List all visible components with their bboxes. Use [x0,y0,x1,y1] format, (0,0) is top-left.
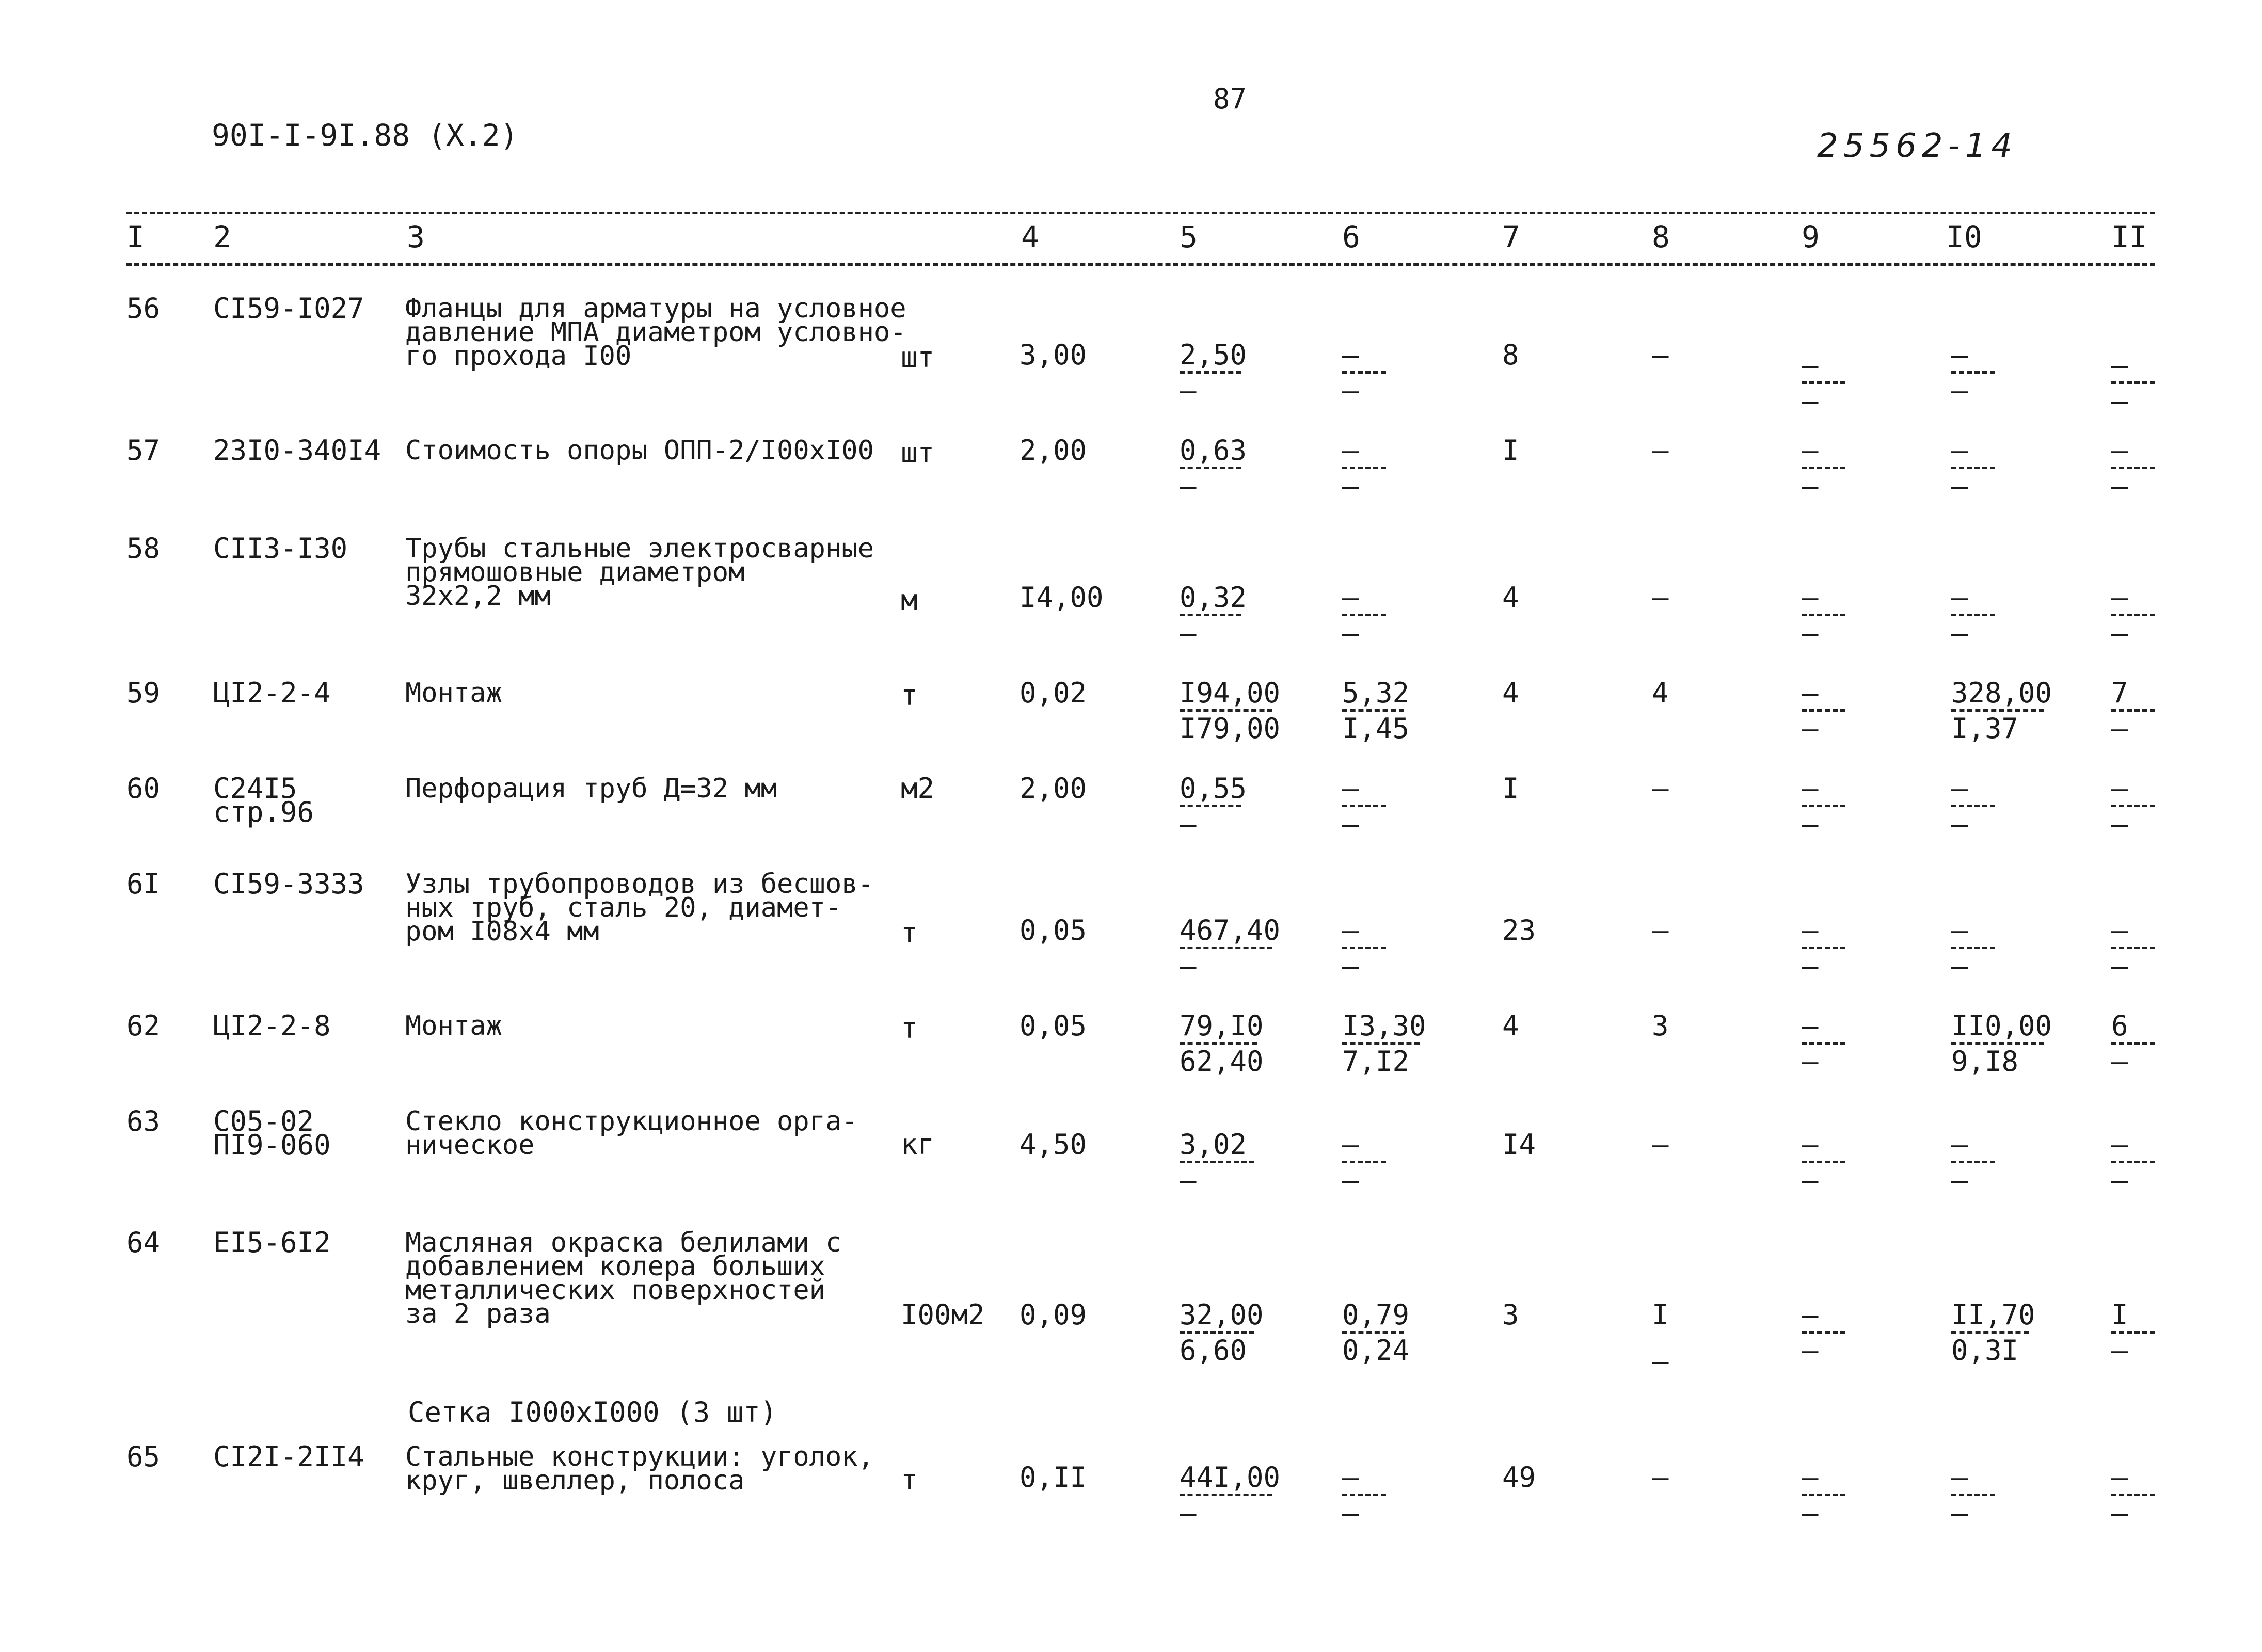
col5-value [1180,914,1281,982]
col10-bottom: – [1951,617,1968,649]
col10-top: – [1951,581,1968,614]
col5-top: I94,00 [1180,677,1281,709]
col11-value [2111,1009,2155,1078]
item-name: Стекло конструкционное орга- ническое [405,1106,858,1161]
col11-bottom: – [2111,1164,2128,1196]
column-header: II [2111,219,2147,254]
col10-top: – [1951,772,1968,805]
price-code: C24I5 стр.96 [213,772,314,828]
col6-top: – [1342,434,1359,467]
col10-top: – [1951,914,1968,947]
item-name: Узлы трубопроводов из бесшов- ных труб, сталь 20, диамет- ром I08x4 мм [405,869,874,947]
col8-value: – [1652,1461,1669,1494]
col9-top: – [1802,434,1819,467]
unit: I00м2 [901,1298,985,1331]
column-header: I [126,219,145,254]
col10-value [1951,581,1995,649]
col9-value [1802,434,1845,502]
col6-value [1342,1009,1426,1078]
item-name: Перфорация труб Д=32 мм [405,773,777,804]
price-code: C05-02 ПI9-060 [213,1105,331,1161]
col5-top: 467,40 [1180,914,1281,947]
col5-bottom: I79,00 [1180,712,1281,745]
col11-bottom: – [2111,808,2128,840]
unit: т [901,1464,918,1496]
col11-value [2111,349,2155,417]
unit: т [901,1012,918,1045]
col9-top: – [1802,914,1819,947]
col6-top: – [1342,581,1359,614]
col9-top: – [1802,1298,1819,1331]
col6-top: – [1342,772,1359,805]
col11-bottom: – [2111,470,2128,502]
col11-bottom: – [2111,950,2128,982]
col11-top: – [2111,434,2128,467]
col11-bottom: – [2111,712,2128,745]
col7-value: 3 [1502,1298,1519,1331]
row-number: 6I [126,868,161,900]
col6-value [1342,1128,1386,1196]
col5-bottom: 62,40 [1180,1045,1264,1078]
col6-bottom: I,45 [1342,712,1410,745]
col9-value [1802,677,1845,745]
col11-bottom: – [2111,1045,2128,1078]
unit: шт [901,437,935,469]
col7-value: 49 [1502,1461,1536,1494]
column-header: 9 [1802,219,1820,254]
col5-top: 32,00 [1180,1298,1264,1331]
col10-value [1951,1461,1995,1529]
col11-value [2111,1461,2155,1529]
column-header: 7 [1502,219,1520,254]
col7-value: 4 [1502,677,1519,709]
col5-top: 0,32 [1180,581,1247,614]
item-name: Масляная окраска белилами с добавлением колера больших металлических поверхностей за 2 раза [405,1227,842,1329]
col10-bottom: – [1951,374,1968,407]
col5-value [1180,1461,1281,1529]
col9-value [1802,914,1845,982]
col5-bottom: – [1180,1497,1197,1529]
column-header: 2 [213,219,231,254]
col11-value [2111,1128,2155,1196]
unit: м2 [901,772,935,805]
page-number: 87 [1213,83,1247,115]
col9-bottom: – [1802,1334,1819,1367]
col7-value: I [1502,772,1519,805]
col9-bottom: – [1802,384,1819,417]
col10-top: 328,00 [1951,677,2052,709]
col10-value [1951,914,1995,982]
col8-value: – [1652,772,1669,805]
col10-top: – [1951,339,1968,371]
col11-top: – [2111,1128,2128,1161]
unit: кг [901,1128,935,1161]
row-number: 56 [126,292,161,325]
column-header: 5 [1180,219,1198,254]
col8-bottom-value: – [1652,1345,1669,1377]
col8-value: – [1652,581,1669,614]
quantity: 2,00 [1020,434,1087,467]
column-header: 3 [407,219,425,254]
col5-top: 79,I0 [1180,1009,1264,1042]
col6-top: I3,30 [1342,1009,1426,1042]
col9-bottom: – [1802,617,1819,649]
col11-value [2111,434,2155,502]
col7-value: 4 [1502,1009,1519,1042]
col10-bottom: – [1951,1164,1968,1196]
col10-bottom: – [1951,808,1968,840]
col11-top: – [2111,581,2128,614]
col6-top: 5,32 [1342,677,1410,709]
row-number: 65 [126,1440,161,1473]
col6-bottom: – [1342,617,1359,649]
col8-value: 4 [1652,677,1669,709]
quantity: 4,50 [1020,1128,1087,1161]
col6-top: – [1342,1128,1359,1161]
unit: м [901,584,918,616]
col5-bottom: – [1180,808,1197,840]
col10-bottom: I,37 [1951,712,2019,745]
col6-value [1342,914,1386,982]
col11-bottom: – [2111,617,2128,649]
col9-value [1802,1461,1845,1529]
col7-value: 23 [1502,914,1536,947]
col8-value: – [1652,339,1669,371]
row-number: 60 [126,772,161,805]
col6-value [1342,1298,1410,1367]
price-code: ЦI2-2-4 [213,677,331,709]
row-number: 62 [126,1009,161,1042]
col6-top: – [1342,914,1359,947]
column-header: I0 [1946,219,1982,254]
price-code: CI2I-2II4 [213,1440,364,1473]
quantity: 0,05 [1020,914,1087,947]
col5-value [1180,339,1247,407]
price-code: CI59-3333 [213,868,364,900]
quantity: 0,09 [1020,1298,1087,1331]
quantity: 0,05 [1020,1009,1087,1042]
col11-top: – [2111,772,2128,805]
col11-bottom: – [2111,1334,2128,1367]
col10-value [1951,677,2052,745]
col5-value [1180,772,1247,840]
col9-bottom: – [1802,808,1819,840]
col10-bottom: – [1951,1497,1968,1529]
col9-value [1802,1298,1845,1367]
col8-value: 3 [1652,1009,1669,1042]
col6-bottom: – [1342,950,1359,982]
col5-value [1180,1298,1264,1367]
quantity: 0,II [1020,1461,1087,1494]
col8-value: – [1652,434,1669,467]
col9-top: – [1802,1009,1819,1042]
header-rule-bottom [126,263,2155,266]
price-code: 23I0-340I4 [213,434,381,467]
col10-value [1951,772,1995,840]
col5-value [1180,1128,1254,1196]
col6-top: 0,79 [1342,1298,1410,1331]
col11-bottom: – [2111,384,2128,417]
unit: т [901,679,918,712]
col9-top: – [1802,1128,1819,1161]
col6-value [1342,677,1410,745]
col5-top: 44I,00 [1180,1461,1281,1494]
col10-bottom: – [1951,950,1968,982]
col9-top: – [1802,677,1819,709]
col11-top: – [2111,914,2128,947]
row-number: 57 [126,434,161,467]
col5-value [1180,677,1281,745]
col5-bottom: – [1180,374,1197,407]
item-name: Фланцы для арматуры на условное давление МПА диаметром условно- го прохода I00 [405,293,906,372]
col11-top: 6 [2111,1009,2128,1042]
col6-value [1342,1461,1386,1529]
col5-bottom: – [1180,617,1197,649]
item-name: Стоимость опоры ОПП-2/I00xI00 [405,435,874,466]
column-header: 4 [1021,219,1039,254]
col10-bottom: 9,I8 [1951,1045,2019,1078]
col6-bottom: – [1342,1164,1359,1196]
col9-top: – [1802,772,1819,805]
col7-value: I [1502,434,1519,467]
col11-value [2111,677,2155,745]
col7-value: I4 [1502,1128,1536,1161]
col9-bottom: – [1802,1045,1819,1078]
col5-top: 2,50 [1180,339,1247,371]
col10-top: – [1951,1128,1968,1161]
col6-value [1342,339,1386,407]
row-number: 64 [126,1226,161,1259]
row-number: 63 [126,1105,161,1137]
quantity: 3,00 [1020,339,1087,371]
col10-value [1951,339,1995,407]
col6-bottom: – [1342,470,1359,502]
col5-bottom: – [1180,470,1197,502]
price-code: CI59-I027 [213,292,364,325]
col6-bottom: 0,24 [1342,1334,1410,1367]
col9-bottom: – [1802,950,1819,982]
quantity: I4,00 [1020,581,1104,614]
document-code: 90I-I-9I.88 (X.2) [212,118,518,153]
col5-value [1180,434,1247,502]
item-name: Монтаж [405,678,502,709]
col9-value [1802,1128,1845,1196]
price-code: ЦI2-2-8 [213,1009,331,1042]
col9-value [1802,581,1845,649]
col7-value: 4 [1502,581,1519,614]
col6-value [1342,581,1386,649]
col10-top: II,70 [1951,1298,2035,1331]
row-number: 58 [126,532,161,565]
price-code: EI5-6I2 [213,1226,331,1259]
col6-value [1342,772,1386,840]
quantity: 2,00 [1020,772,1087,805]
col6-bottom: – [1342,374,1359,407]
col9-value [1802,1009,1845,1078]
item-name: Стальные конструкции: уголок, круг, швеллер, полоса [405,1441,874,1496]
col6-bottom: – [1342,808,1359,840]
col9-bottom: – [1802,712,1819,745]
col10-value [1951,1128,1995,1196]
col10-value [1951,1298,2035,1367]
col8-value: I [1652,1298,1669,1331]
quantity: 0,02 [1020,677,1087,709]
col11-bottom: – [2111,1497,2128,1529]
col9-top: – [1802,349,1819,381]
col5-top: 0,55 [1180,772,1247,805]
col10-bottom: 0,3I [1951,1334,2019,1367]
col5-bottom: – [1180,1164,1197,1196]
column-header: 6 [1342,219,1360,254]
col5-top: 3,02 [1180,1128,1247,1161]
column-header: 8 [1652,219,1670,254]
col11-top: – [2111,1461,2128,1494]
col8-value: – [1652,914,1669,947]
col11-top: 7 [2111,677,2128,709]
unit: т [901,917,918,949]
col6-top: – [1342,339,1359,371]
col10-value [1951,434,1995,502]
section-title: Сетка I000xI000 (3 шт) [408,1396,777,1429]
price-code: CII3-I30 [213,532,348,565]
col5-bottom: 6,60 [1180,1334,1247,1367]
col6-bottom: 7,I2 [1342,1045,1410,1078]
col8-value: – [1652,1128,1669,1161]
item-name: Монтаж [405,1011,502,1041]
col6-top: – [1342,1461,1359,1494]
col9-value [1802,349,1845,417]
col6-value [1342,434,1386,502]
col9-bottom: – [1802,1497,1819,1529]
col9-top: – [1802,1461,1819,1494]
col11-value [2111,581,2155,649]
col11-value [2111,772,2155,840]
header-rule-top [126,212,2155,214]
col10-top: – [1951,434,1968,467]
col11-top: – [2111,349,2128,381]
col10-top: – [1951,1461,1968,1494]
col7-value: 8 [1502,339,1519,371]
col6-bottom: – [1342,1497,1359,1529]
col9-bottom: – [1802,1164,1819,1196]
col9-bottom: – [1802,470,1819,502]
col5-value [1180,1009,1264,1078]
col10-top: II0,00 [1951,1009,2052,1042]
col5-value [1180,581,1247,649]
col9-top: – [1802,581,1819,614]
col11-value [2111,1298,2155,1367]
item-name: Трубы стальные электросварные прямошовные диаметром 32x2,2 мм [405,533,874,612]
col9-value [1802,772,1845,840]
sheet-mark: 25562-14 [1817,127,2018,165]
col10-bottom: – [1951,470,1968,502]
col10-value [1951,1009,2052,1078]
col11-value [2111,914,2155,982]
col5-bottom: – [1180,950,1197,982]
col11-top: I [2111,1298,2128,1331]
unit: шт [901,341,935,374]
col5-top: 0,63 [1180,434,1247,467]
row-number: 59 [126,677,161,709]
